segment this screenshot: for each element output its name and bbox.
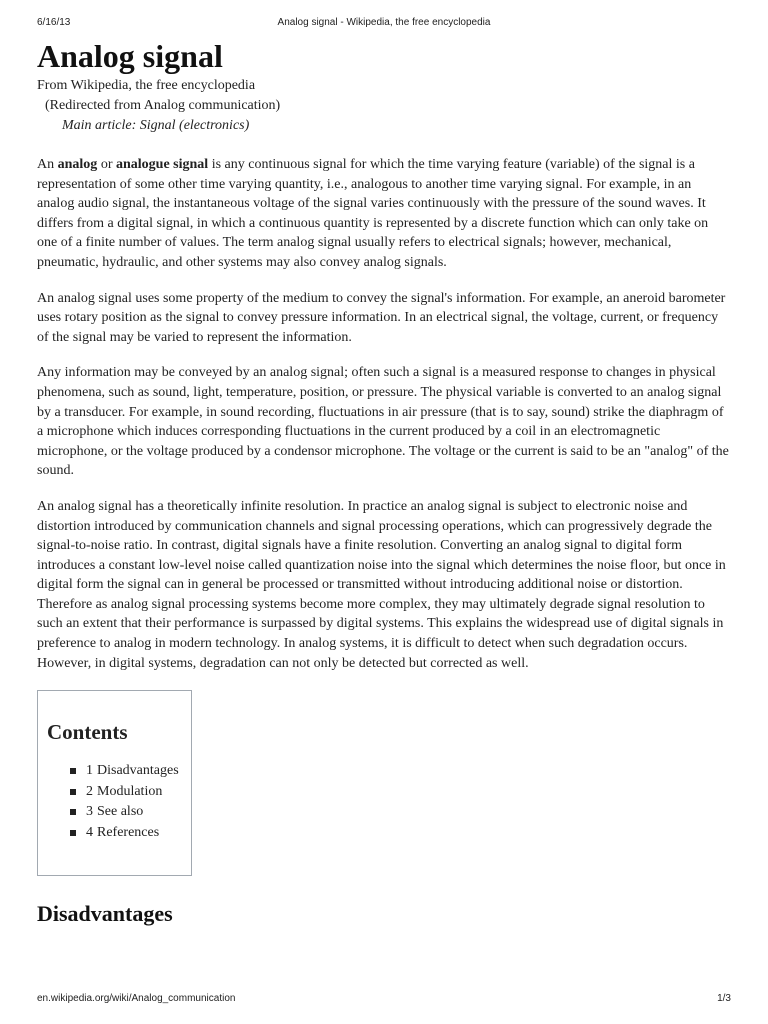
square-bullet-icon — [70, 809, 76, 815]
toc-item-number: 2 — [86, 783, 93, 799]
toc-list — [47, 761, 183, 843]
main-article-label: Main article: — [62, 118, 140, 133]
paragraph-3: Any information may be conveyed by an analog signal; often such a signal is a measured response to changes in physical phenomena, such as sound, light, temperature, position, or pressure. The physical variable is converted to an analog signal by a transducer. For example, in sound recording, fluctuations in air pressure (that is to say, sound) strike the diaphragm of a microphone which induces corresponding fluctuations in the current produced by a coil in an electromagnetic microphone, or the voltage produced by a condensor microphone. The voltage or the current is said to be an "analog" of the sound. — [37, 365, 729, 479]
paragraph-2: An analog signal uses some property of the medium to convey the signal's information. For example, an aneroid barometer uses rotary position as the signal to convey pressure information. In an electrical signal, the voltage, current, or frequency of the signal may be varied to represent the information. — [37, 290, 726, 345]
table-of-contents — [37, 690, 192, 876]
p1-pre: An — [37, 157, 58, 172]
site-tagline: From Wikipedia, the free encyclopedia — [37, 78, 256, 93]
toc-item-label: See also — [97, 804, 144, 820]
toc-item-see-also[interactable] — [47, 802, 183, 823]
paragraph-intro — [37, 155, 731, 273]
print-url: en.wikipedia.org/wiki/Analog_communication — [37, 993, 236, 1004]
print-document-title: Analog signal - Wikipedia, the free encyclopedia — [277, 17, 491, 28]
toc-title: Contents — [47, 720, 128, 745]
print-footer — [37, 993, 731, 1007]
square-bullet-icon — [70, 789, 76, 795]
print-page-number: 1/3 — [717, 993, 731, 1004]
toc-item-number: 4 — [86, 824, 93, 840]
term-analog: analog — [57, 157, 98, 172]
redirect-note: (Redirected from Analog communication) — [45, 98, 281, 113]
toc-item-label: References — [97, 824, 160, 840]
toc-item-disadvantages[interactable] — [47, 761, 183, 782]
article-content — [37, 36, 731, 928]
p1-mid: or — [97, 157, 116, 172]
toc-item-label: Modulation — [97, 783, 163, 799]
toc-item-references[interactable] — [47, 823, 183, 844]
p1-rest: is any continuous signal for which the time varying feature (variable) of the signal is a representation of some other time varying quantity, i.e., analogous to another time varying signal. For example, in an analog audio signal, the instantaneous voltage of the signal varies continuously with the pressure of the sound waves. It differs from a digital signal, in which a continuous quantity is represented by a discrete function which can only take on one of a finite number of values. The term analog signal usually refers to electrical signals; however, mechanical, pneumatic, hydraulic, and other systems may also convey analog signals. — [37, 157, 709, 270]
main-article-hatnote — [62, 116, 731, 136]
toc-item-number: 1 — [86, 763, 93, 779]
section-heading-disadvantages: Disadvantages — [37, 901, 173, 927]
toc-item-label: Disadvantages — [97, 763, 179, 779]
term-analogue-signal: analogue signal — [115, 157, 209, 172]
toc-item-number: 3 — [86, 804, 93, 820]
toc-item-modulation[interactable] — [47, 782, 183, 803]
square-bullet-icon — [70, 830, 76, 836]
square-bullet-icon — [70, 768, 76, 774]
main-article-link[interactable]: Signal (electronics) — [139, 118, 250, 133]
print-date: 6/16/13 — [37, 17, 71, 28]
print-header — [37, 17, 731, 31]
paragraph-4: An analog signal has a theoretically infinite resolution. In practice an analog signal is subject to electronic noise and distortion introduced by communication channels and signal processing operations, which can progressively degrade the signal-to-noise ratio. In contrast, digital signals have a finite resolution. Converting an analog signal to digital form introduces a constant low-level noise called quantization noise into the signal which determines the noise floor, but once in digital form the signal can in general be processed or transmitted without introducing additional noise or distortion. Therefore as analog signal processing systems become more complex, they may ultimately degrade signal resolution to such an extent that their performance is surpassed by digital systems. This explains the widespread use of digital signals in preference to analog in modern technology. In analog systems, it is difficult to detect when such degradation occurs. However, in digital systems, degradation can not only be detected but corrected as well. — [37, 498, 726, 671]
page-title: Analog signal — [37, 38, 223, 74]
